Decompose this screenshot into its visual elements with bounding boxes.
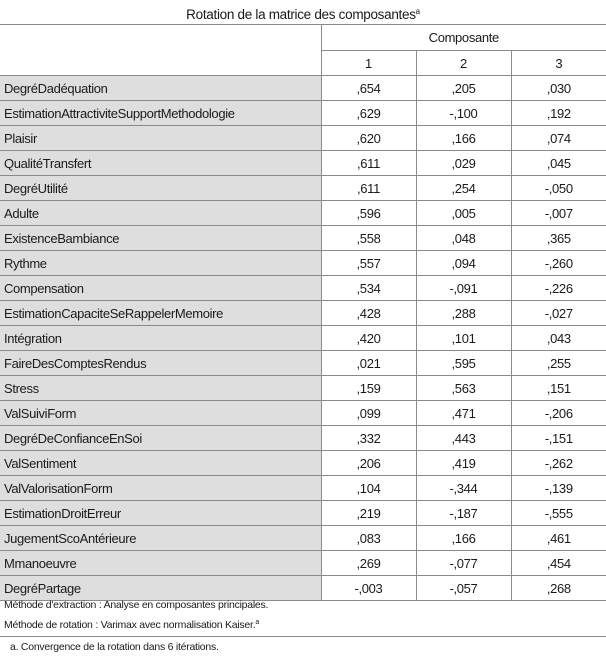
loading-value-component-3: ,268 (511, 576, 606, 601)
loading-value-component-3: -,151 (511, 426, 606, 451)
loading-value-component-2: ,205 (416, 76, 511, 101)
row-label: EstimationCapaciteSeRappelerMemoire (0, 301, 321, 326)
row-label: EstimationDroitErreur (0, 501, 321, 526)
table-row (0, 476, 606, 501)
loading-value-component-2: ,166 (416, 526, 511, 551)
loading-value-component-2: ,471 (416, 401, 511, 426)
loading-value-component-2: ,288 (416, 301, 511, 326)
loading-value-component-1: ,620 (321, 126, 416, 151)
loading-value-component-3: -,027 (511, 301, 606, 326)
loading-value-component-3: -,139 (511, 476, 606, 501)
footnote-divider (0, 636, 606, 637)
table-row (0, 301, 606, 326)
loading-value-component-1: ,332 (321, 426, 416, 451)
row-label: QualitéTransfert (0, 151, 321, 176)
loading-value-component-3: ,043 (511, 326, 606, 351)
row-label: Rythme (0, 251, 321, 276)
loading-value-component-3: ,074 (511, 126, 606, 151)
table-row (0, 426, 606, 451)
table-row (0, 251, 606, 276)
table-row (0, 351, 606, 376)
table-row (0, 551, 606, 576)
row-label: DegréUtilité (0, 176, 321, 201)
component-group-header: Composante (321, 25, 606, 51)
loading-value-component-2: ,443 (416, 426, 511, 451)
loading-value-component-1: -,003 (321, 576, 416, 601)
row-label: JugementScoAntérieure (0, 526, 321, 551)
footnote-convergence: a. Convergence de la rotation dans 6 itérations. (10, 641, 219, 653)
row-label: ValValorisationForm (0, 476, 321, 501)
loading-value-component-1: ,159 (321, 376, 416, 401)
row-label: ExistenceBambiance (0, 226, 321, 251)
table-row (0, 126, 606, 151)
loading-value-component-2: ,419 (416, 451, 511, 476)
loading-value-component-1: ,219 (321, 501, 416, 526)
row-label: ValSuiviForm (0, 401, 321, 426)
loading-value-component-1: ,099 (321, 401, 416, 426)
header-corner-cell (0, 25, 321, 76)
row-label: Compensation (0, 276, 321, 301)
loading-value-component-2: -,344 (416, 476, 511, 501)
table-row (0, 576, 606, 601)
table-row (0, 76, 606, 101)
loading-value-component-3: -,260 (511, 251, 606, 276)
table-row (0, 151, 606, 176)
row-label: Plaisir (0, 126, 321, 151)
table-row (0, 276, 606, 301)
header-row-group (0, 25, 606, 51)
row-label: DegréDadéquation (0, 76, 321, 101)
loading-value-component-1: ,420 (321, 326, 416, 351)
row-label: DegréDeConfianceEnSoi (0, 426, 321, 451)
table-row (0, 451, 606, 476)
loading-value-component-2: ,563 (416, 376, 511, 401)
loading-value-component-3: ,045 (511, 151, 606, 176)
loading-value-component-3: -,555 (511, 501, 606, 526)
loading-value-component-2: -,100 (416, 101, 511, 126)
table-row (0, 176, 606, 201)
loading-value-component-1: ,557 (321, 251, 416, 276)
title-footnote-marker: a (415, 7, 420, 16)
loading-value-component-2: -,187 (416, 501, 511, 526)
loading-value-component-1: ,021 (321, 351, 416, 376)
row-label: DegréPartage (0, 576, 321, 601)
table-row (0, 326, 606, 351)
loading-value-component-1: ,611 (321, 151, 416, 176)
row-label: FaireDesComptesRendus (0, 351, 321, 376)
loading-value-component-3: ,454 (511, 551, 606, 576)
loading-value-component-1: ,428 (321, 301, 416, 326)
table-row (0, 376, 606, 401)
loading-value-component-2: ,101 (416, 326, 511, 351)
loading-value-component-2: ,029 (416, 151, 511, 176)
row-label: Adulte (0, 201, 321, 226)
loading-value-component-3: ,192 (511, 101, 606, 126)
loading-value-component-3: ,461 (511, 526, 606, 551)
loading-value-component-3: -,050 (511, 176, 606, 201)
loading-value-component-1: ,611 (321, 176, 416, 201)
loading-value-component-2: -,057 (416, 576, 511, 601)
loading-value-component-1: ,596 (321, 201, 416, 226)
column-header-1: 1 (321, 51, 416, 76)
table-row (0, 401, 606, 426)
table-row (0, 226, 606, 251)
loading-value-component-3: ,151 (511, 376, 606, 401)
loading-value-component-1: ,104 (321, 476, 416, 501)
loading-value-component-3: ,255 (511, 351, 606, 376)
loading-value-component-2: -,077 (416, 551, 511, 576)
table-title-text: Rotation de la matrice des composantes (186, 7, 416, 22)
loading-value-component-3: -,262 (511, 451, 606, 476)
row-label: EstimationAttractiviteSupportMethodologie (0, 101, 321, 126)
table-body (0, 25, 606, 601)
loading-value-component-1: ,534 (321, 276, 416, 301)
loading-value-component-3: -,206 (511, 401, 606, 426)
loading-value-component-2: ,254 (416, 176, 511, 201)
loading-value-component-2: ,595 (416, 351, 511, 376)
loading-value-component-2: ,005 (416, 201, 511, 226)
loading-value-component-2: ,166 (416, 126, 511, 151)
loading-value-component-1: ,629 (321, 101, 416, 126)
footnote-extraction: Méthode d'extraction : Analyse en composantes principales. (4, 599, 269, 611)
loading-value-component-3: -,226 (511, 276, 606, 301)
table-row (0, 201, 606, 226)
footnote-rotation (4, 619, 259, 631)
row-label: Mmanoeuvre (0, 551, 321, 576)
footnote-rotation-marker: a (255, 619, 260, 626)
table-row (0, 101, 606, 126)
loading-value-component-1: ,269 (321, 551, 416, 576)
loading-value-component-1: ,083 (321, 526, 416, 551)
loading-value-component-3: ,030 (511, 76, 606, 101)
loading-value-component-2: -,091 (416, 276, 511, 301)
loading-value-component-2: ,048 (416, 226, 511, 251)
row-label: Stress (0, 376, 321, 401)
loading-value-component-3: ,365 (511, 226, 606, 251)
table-row (0, 501, 606, 526)
column-header-2: 2 (416, 51, 511, 76)
footnote-rotation-text: Méthode de rotation : Varimax avec normalisation Kaiser. (4, 619, 256, 631)
loading-value-component-1: ,558 (321, 226, 416, 251)
loading-value-component-3: -,007 (511, 201, 606, 226)
loading-value-component-2: ,094 (416, 251, 511, 276)
rotated-component-matrix-table (0, 24, 606, 601)
row-label: Intégration (0, 326, 321, 351)
column-header-3: 3 (511, 51, 606, 76)
table-title (0, 0, 606, 24)
row-label: ValSentiment (0, 451, 321, 476)
table-row (0, 526, 606, 551)
loading-value-component-1: ,206 (321, 451, 416, 476)
loading-value-component-1: ,654 (321, 76, 416, 101)
